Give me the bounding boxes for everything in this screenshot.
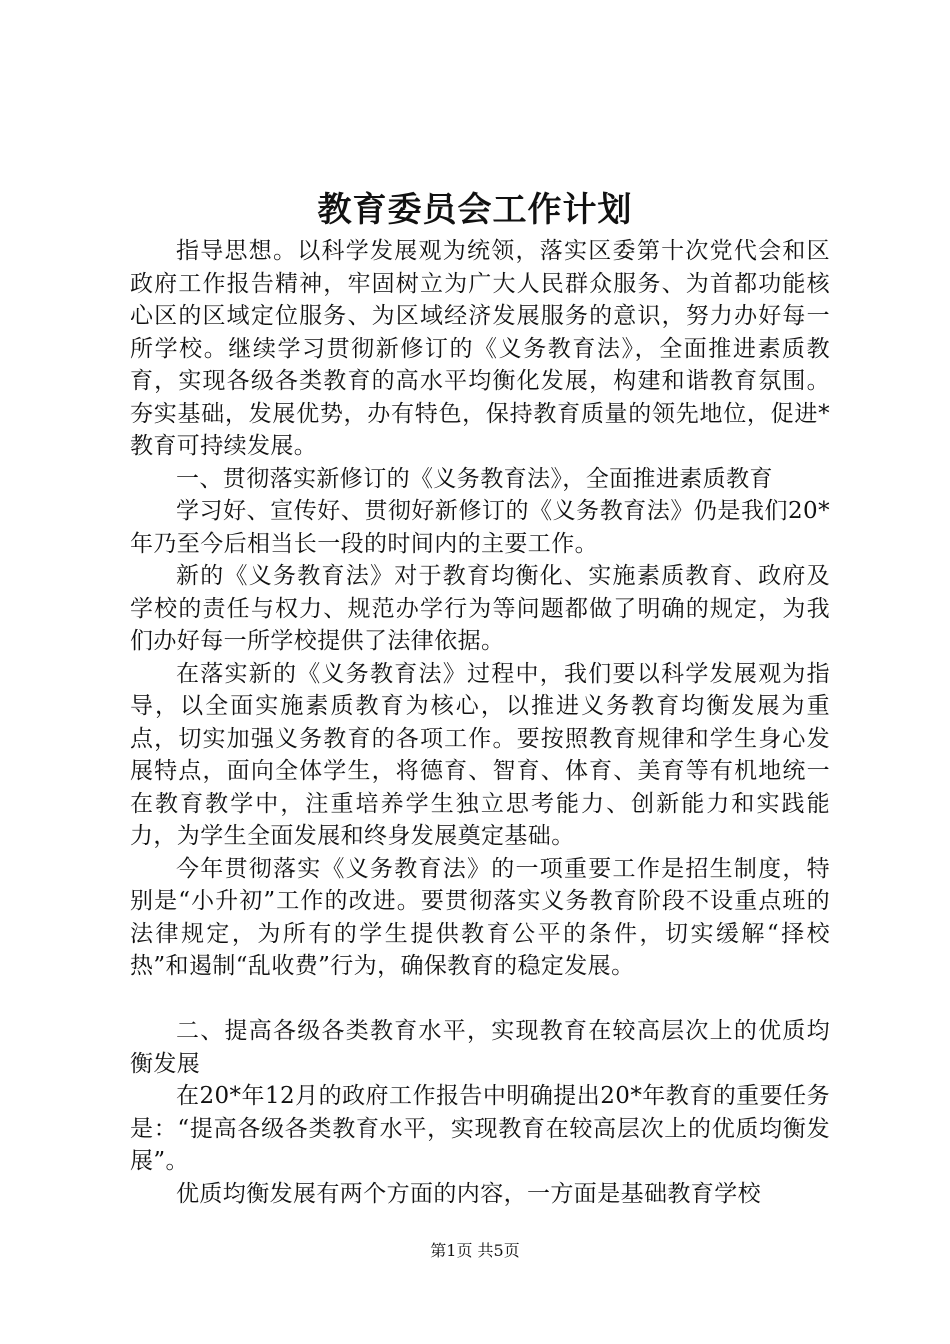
paragraph: 今年贯彻落实《义务教育法》的一项重要工作是招生制度，特别是“小升初”工作的改进。要贯彻落实义务教育阶段不设重点班的法律规定，为所有的学生提供教育公平的条件，切实缓解“择校热”和遏制“乱收费”行为，确保教育的稳定发展。 [130,855,830,979]
page-number-footer: 第1页 共5页 [430,1241,520,1260]
section-heading-1: 一、贯彻落实新修订的《义务教育法》，全面推进素质教育 [176,465,773,492]
section-heading-2: 二、提高各级各类教育水平，实现教育在较高层次上的优质均衡发展 [130,1018,830,1077]
paragraph: 在20*年12月的政府工作报告中明确提出20*年教育的重要任务是：“提高各级各类教育水平，实现教育在较高层次上的优质均衡发展”。 [130,1083,830,1174]
paragraph: 在落实新的《义务教育法》过程中，我们要以科学发展观为指导，以全面实施素质教育为核心，以推进义务教育均衡发展为重点，切实加强义务教育的各项工作。要按照教育规律和学生身心发展特点，面向全体学生，将德育、智育、体育、美育等有机地统一在教育教学中，注重培养学生独立思考能力、创新能力和实践能力，为学生全面发展和终身发展奠定基础。 [130,660,830,849]
paragraph: 学习好、宣传好、贯彻好新修订的《义务教育法》仍是我们20*年乃至今后相当长一段的时间内的主要工作。 [130,498,830,557]
document-body [130,235,830,1210]
paragraph: 新的《义务教育法》对于教育均衡化、实施素质教育、政府及学校的责任与权力、规范办学行为等问题都做了明确的规定，为我们办好每一所学校提供了法律依据。 [130,563,830,654]
document-title: 教育委员会工作计划 [317,190,633,230]
paragraph-guiding-ideology: 指导思想。以科学发展观为统领，落实区委第十次党代会和区政府工作报告精神，牢固树立为广大人民群众服务、为首都功能核心区的区域定位服务、为区域经济发展服务的意识，努力办好每一所学校。继续学习贯彻新修订的《义务教育法》，全面推进素质教育，实现各级各类教育的高水平均衡化发展，构建和谐教育氛围。夯实基础，发展优势，办有特色，保持教育质量的领先地位，促进*教育可持续发展。 [130,238,830,459]
paragraph-gap [130,983,830,1016]
paragraph: 优质均衡发展有两个方面的内容，一方面是基础教育学校 [176,1180,761,1207]
